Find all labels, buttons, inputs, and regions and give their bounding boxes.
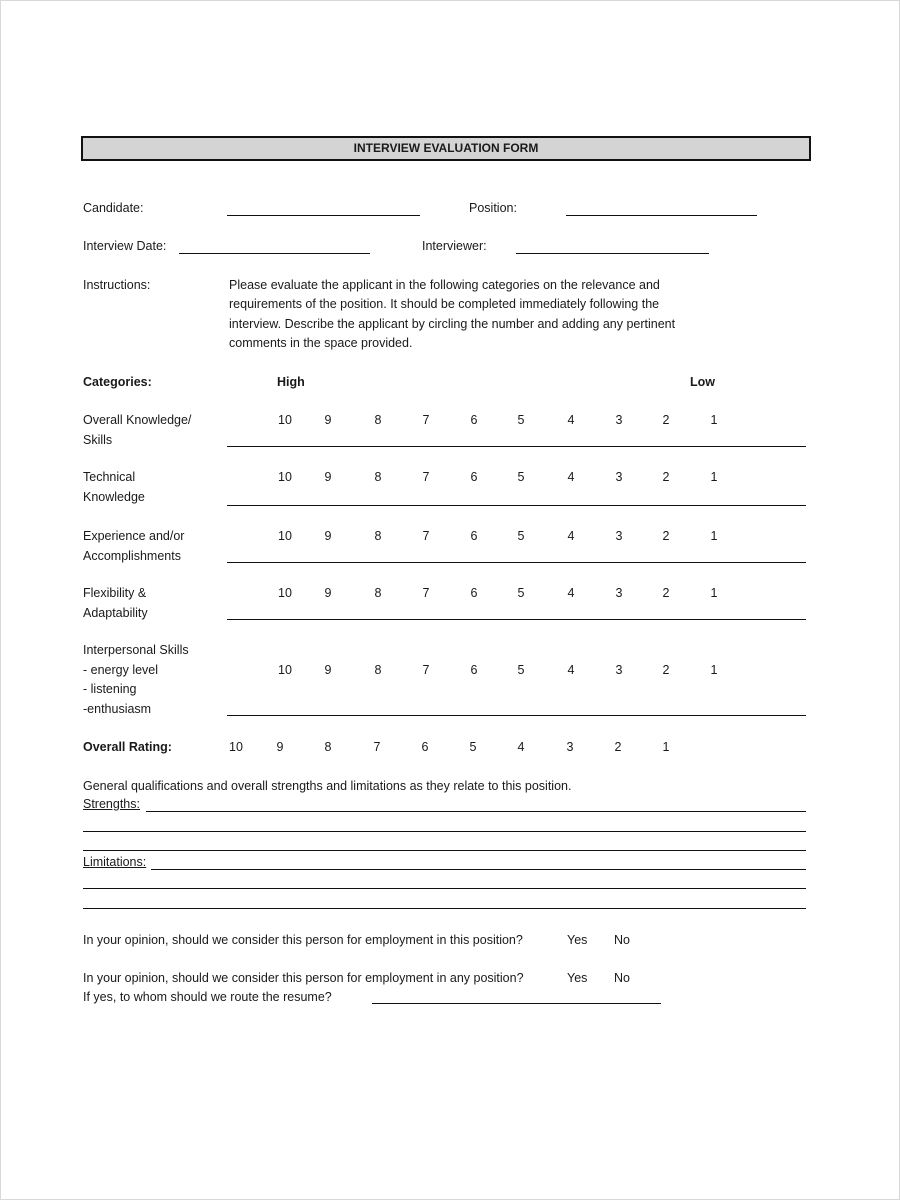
rating-option[interactable]: 6 xyxy=(470,470,478,484)
rating-option[interactable]: 1 xyxy=(710,413,718,427)
category-label: Skills xyxy=(83,432,113,447)
rating-option[interactable]: 6 xyxy=(470,586,478,600)
overall-rating-option[interactable]: 10 xyxy=(229,740,243,754)
rating-option[interactable]: 5 xyxy=(517,413,525,427)
instructions-line: comments in the space provided. xyxy=(229,336,413,350)
category-comment-line[interactable] xyxy=(227,505,806,506)
position-field[interactable] xyxy=(566,215,757,216)
category-label: - energy level xyxy=(83,662,159,677)
rating-option[interactable]: 7 xyxy=(422,413,430,427)
overall-rating-option[interactable]: 3 xyxy=(566,740,574,754)
overall-rating-option[interactable]: 9 xyxy=(276,740,284,754)
category-label: Adaptability xyxy=(83,605,148,620)
yes-option[interactable]: Yes xyxy=(567,933,588,947)
route-resume-field[interactable] xyxy=(372,1003,661,1004)
candidate-label: Candidate: xyxy=(83,201,144,215)
rating-option[interactable]: 2 xyxy=(662,586,670,600)
no-option[interactable]: No xyxy=(614,971,630,985)
rating-option[interactable]: 1 xyxy=(710,470,718,484)
instructions-line: interview. Describe the applicant by circling the number and adding any pertinent xyxy=(229,317,676,331)
rating-option[interactable]: 3 xyxy=(615,663,623,677)
rating-option[interactable]: 9 xyxy=(324,470,332,484)
categories-header: Categories: xyxy=(83,375,152,389)
limitations-line[interactable] xyxy=(151,869,806,870)
rating-option[interactable]: 4 xyxy=(567,470,575,484)
category-label: Overall Knowledge/ xyxy=(83,413,192,427)
interviewer-label: Interviewer: xyxy=(422,239,487,253)
interview-date-field[interactable] xyxy=(179,253,370,254)
overall-rating-option[interactable]: 2 xyxy=(614,740,622,754)
instructions-label: Instructions: xyxy=(83,278,151,292)
rating-option[interactable]: 6 xyxy=(470,529,478,543)
overall-rating-option[interactable]: 6 xyxy=(421,740,429,754)
rating-option[interactable]: 9 xyxy=(324,586,332,600)
qualifications-intro: General qualifications and overall strengths and limitations as they relate to this position. xyxy=(83,779,572,793)
instructions-line: requirements of the position. It should be completed immediately following the xyxy=(229,297,660,311)
category-label: Interpersonal Skills xyxy=(83,643,189,657)
category-comment-line[interactable] xyxy=(227,562,806,563)
rating-option[interactable]: 4 xyxy=(567,663,575,677)
category-label: Flexibility & xyxy=(83,586,147,600)
limitations-line[interactable] xyxy=(83,908,806,909)
overall-rating-option[interactable]: 8 xyxy=(324,740,332,754)
high-label: High xyxy=(277,375,305,389)
category-comment-line[interactable] xyxy=(227,446,806,447)
strengths-line[interactable] xyxy=(146,811,806,812)
rating-option[interactable]: 9 xyxy=(324,663,332,677)
rating-option[interactable]: 3 xyxy=(615,586,623,600)
rating-option[interactable]: 2 xyxy=(662,529,670,543)
category-comment-line[interactable] xyxy=(227,619,806,620)
question-this-position: In your opinion, should we consider this person for employment in this position? xyxy=(83,933,523,947)
overall-rating-label: Overall Rating: xyxy=(83,740,172,754)
rating-option[interactable]: 9 xyxy=(324,413,332,427)
rating-option[interactable]: 4 xyxy=(567,586,575,600)
rating-option[interactable]: 10 xyxy=(278,663,292,677)
rating-option[interactable]: 8 xyxy=(374,529,382,543)
category-comment-line[interactable] xyxy=(227,715,806,716)
overall-rating-option[interactable]: 7 xyxy=(373,740,381,754)
candidate-field[interactable] xyxy=(227,215,420,216)
rating-option[interactable]: 4 xyxy=(567,413,575,427)
rating-option[interactable]: 4 xyxy=(567,529,575,543)
rating-option[interactable]: 7 xyxy=(422,586,430,600)
rating-option[interactable]: 8 xyxy=(374,470,382,484)
instructions-line: Please evaluate the applicant in the following categories on the relevance and xyxy=(229,278,660,292)
strengths-label: Strengths: xyxy=(83,797,140,811)
limitations-line[interactable] xyxy=(83,888,806,889)
rating-option[interactable]: 1 xyxy=(710,663,718,677)
rating-option[interactable]: 3 xyxy=(615,529,623,543)
rating-option[interactable]: 8 xyxy=(374,663,382,677)
low-label: Low xyxy=(690,375,715,389)
route-resume-question: If yes, to whom should we route the resume? xyxy=(83,990,332,1004)
rating-option[interactable]: 2 xyxy=(662,470,670,484)
rating-option[interactable]: 6 xyxy=(470,663,478,677)
rating-option[interactable]: 7 xyxy=(422,663,430,677)
rating-option[interactable]: 6 xyxy=(470,413,478,427)
rating-option[interactable]: 8 xyxy=(374,413,382,427)
rating-option[interactable]: 1 xyxy=(710,586,718,600)
interviewer-field[interactable] xyxy=(516,253,709,254)
strengths-line[interactable] xyxy=(83,831,806,832)
limitations-label: Limitations: xyxy=(83,855,147,869)
rating-option[interactable]: 5 xyxy=(517,529,525,543)
rating-option[interactable]: 8 xyxy=(374,586,382,600)
overall-rating-option[interactable]: 4 xyxy=(517,740,525,754)
rating-option[interactable]: 3 xyxy=(615,470,623,484)
category-label: Technical xyxy=(83,470,136,484)
strengths-line[interactable] xyxy=(83,850,806,851)
yes-option[interactable]: Yes xyxy=(567,971,588,985)
rating-option[interactable]: 10 xyxy=(278,586,292,600)
rating-option[interactable]: 10 xyxy=(278,470,292,484)
rating-option[interactable]: 2 xyxy=(662,663,670,677)
rating-option[interactable]: 7 xyxy=(422,529,430,543)
position-label: Position: xyxy=(469,201,517,215)
question-any-position: In your opinion, should we consider this person for employment in any position? xyxy=(83,971,524,985)
rating-option[interactable]: 2 xyxy=(662,413,670,427)
overall-rating-option[interactable]: 5 xyxy=(469,740,477,754)
category-label: Experience and/or xyxy=(83,529,185,543)
rating-option[interactable]: 5 xyxy=(517,586,525,600)
rating-option[interactable]: 1 xyxy=(710,529,718,543)
no-option[interactable]: No xyxy=(614,933,630,947)
category-label: Accomplishments xyxy=(83,548,181,563)
form-title: INTERVIEW EVALUATION FORM xyxy=(81,136,811,161)
rating-option[interactable]: 10 xyxy=(278,529,292,543)
interview-date-label: Interview Date: xyxy=(83,239,167,253)
category-label: - listening xyxy=(83,682,137,696)
rating-option[interactable]: 5 xyxy=(517,663,525,677)
category-label: -enthusiasm xyxy=(83,701,152,716)
rating-option[interactable]: 5 xyxy=(517,470,525,484)
rating-option[interactable]: 3 xyxy=(615,413,623,427)
rating-option[interactable]: 7 xyxy=(422,470,430,484)
category-label: Knowledge xyxy=(83,489,145,504)
rating-option[interactable]: 9 xyxy=(324,529,332,543)
overall-rating-option[interactable]: 1 xyxy=(662,740,670,754)
rating-option[interactable]: 10 xyxy=(278,413,292,427)
